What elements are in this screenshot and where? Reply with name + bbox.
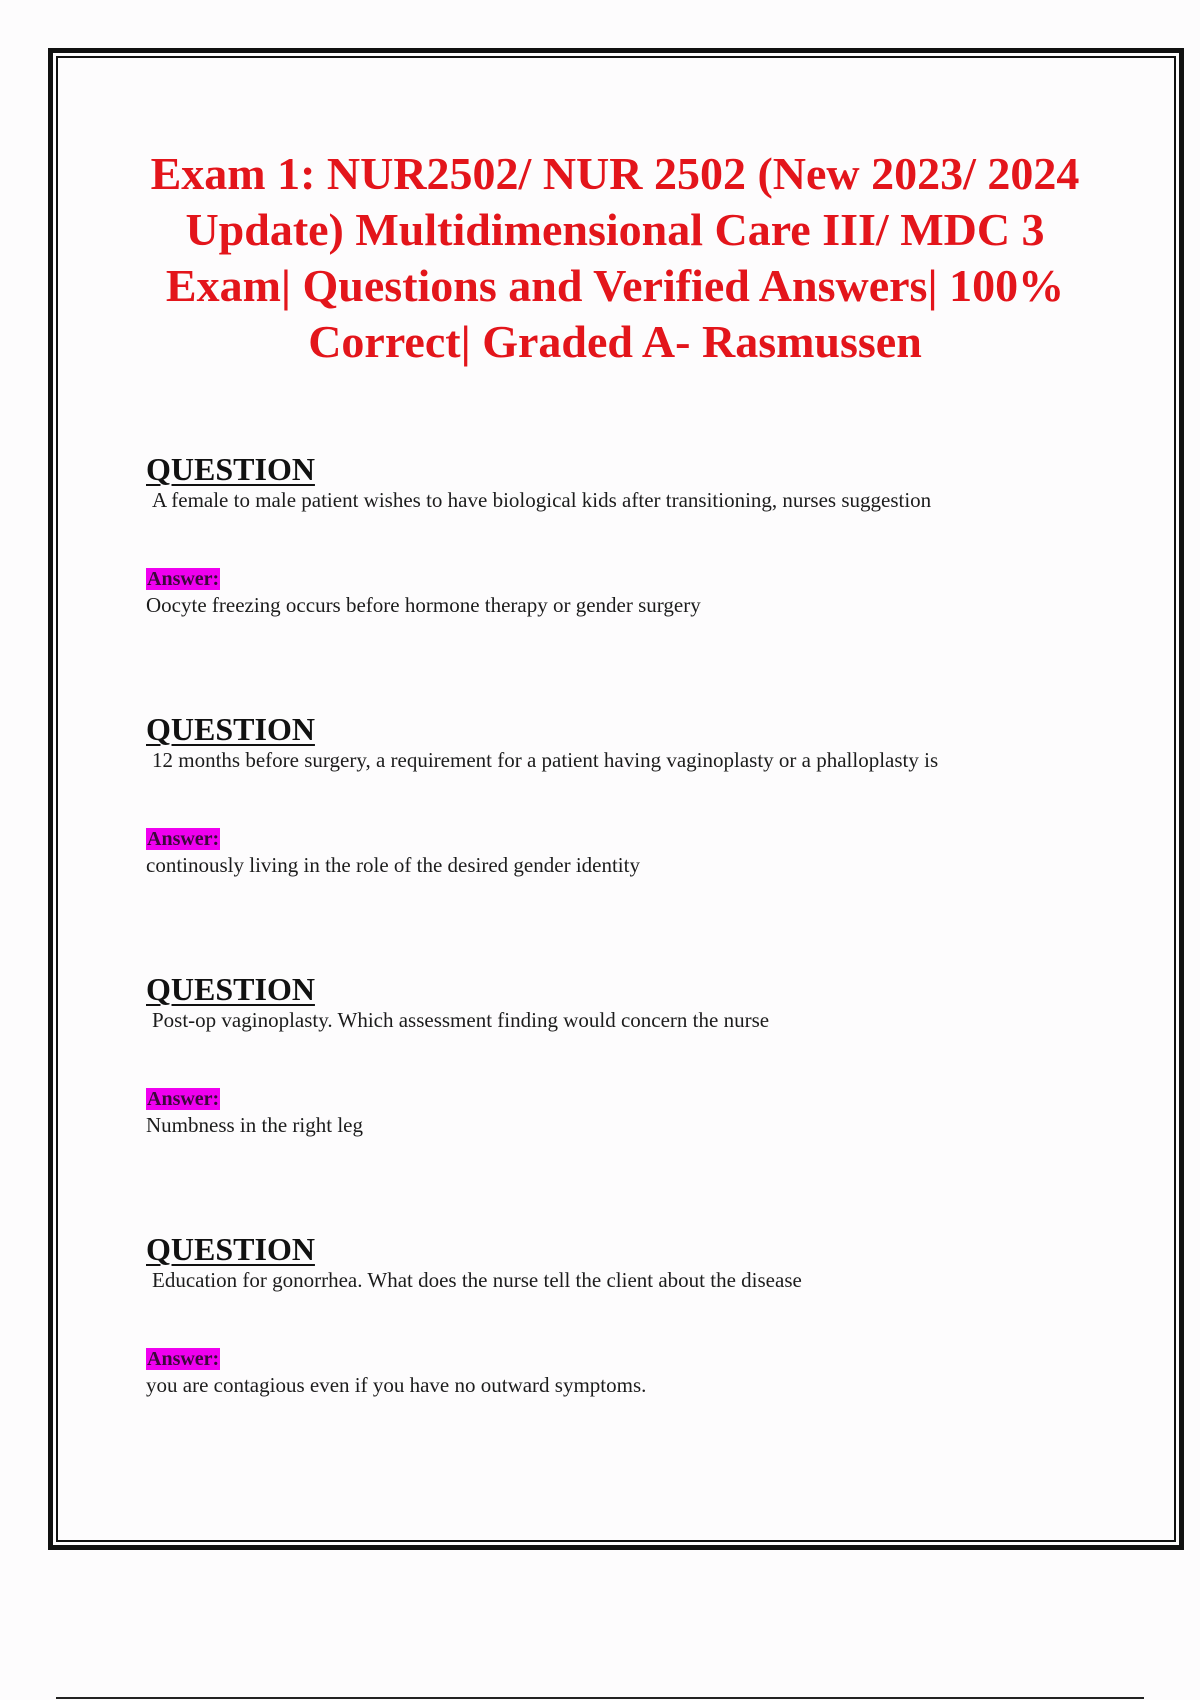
answer-text: Numbness in the right leg xyxy=(146,1113,363,1137)
question-heading: QUESTION xyxy=(146,971,315,1007)
qa-item xyxy=(146,972,1086,1232)
question-text: A female to male patient wishes to have biological kids after transitioning, nurses suggestion xyxy=(152,488,932,512)
qa-item xyxy=(146,712,1086,972)
answer-text: you are contagious even if you have no outward symptoms. xyxy=(146,1373,647,1397)
question-text: Education for gonorrhea. What does the nurse tell the client about the disease xyxy=(152,1268,802,1292)
answer-label: Answer: xyxy=(147,568,220,590)
question-text: Post-op vaginoplasty. Which assessment finding would concern the nurse xyxy=(152,1008,770,1032)
qa-list xyxy=(146,452,1086,1492)
qa-item xyxy=(146,452,1086,712)
answer-label: Answer: xyxy=(147,828,220,850)
question-text: 12 months before surgery, a requirement for a patient having vaginoplasty or a phalloplasty is xyxy=(152,748,939,772)
document-title: Exam 1: NUR2502/ NUR 2502 (New 2023/ 2024 Update) Multidimensional Care III/ MDC 3 Exam| Questions and Verified Answers| 100% Correct| Graded A- Rasmussen xyxy=(150,148,1080,367)
question-heading: QUESTION xyxy=(146,451,315,487)
question-heading: QUESTION xyxy=(146,711,315,747)
question-heading: QUESTION xyxy=(146,1231,315,1267)
answer-text: continously living in the role of the desired gender identity xyxy=(146,853,640,877)
answer-label: Answer: xyxy=(147,1348,220,1370)
answer-label: Answer: xyxy=(147,1088,220,1110)
footer-divider xyxy=(56,1697,1144,1699)
answer-text: Oocyte freezing occurs before hormone therapy or gender surgery xyxy=(146,593,701,617)
qa-item xyxy=(146,1232,1086,1492)
